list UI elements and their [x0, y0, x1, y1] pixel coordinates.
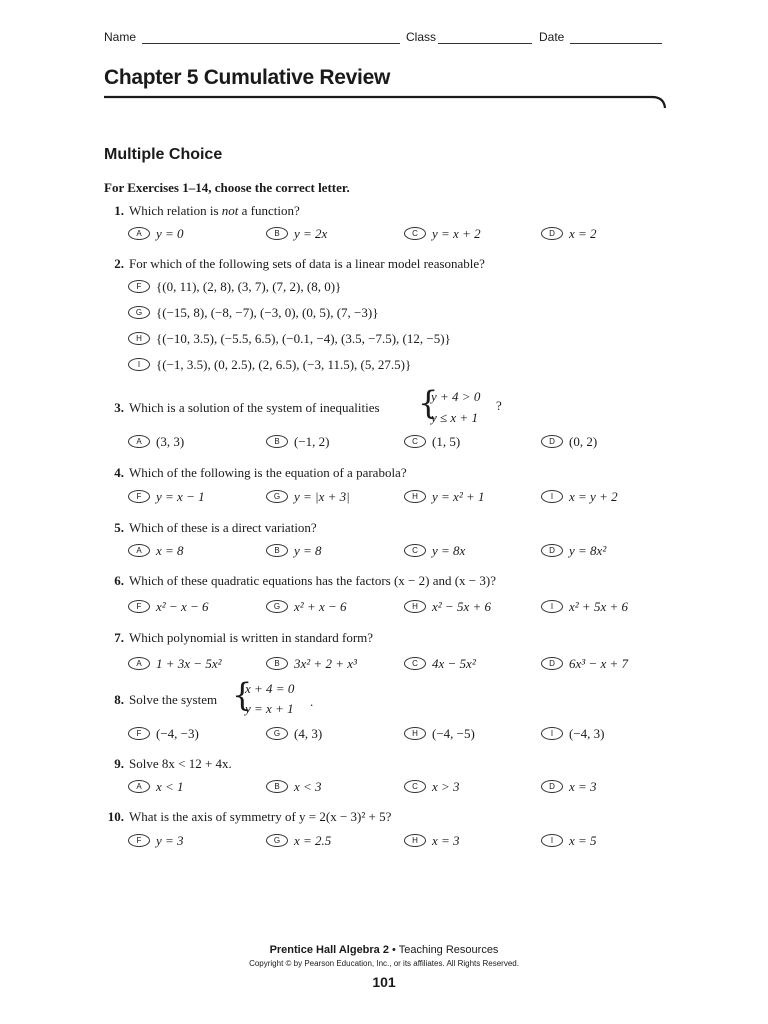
- answer-option[interactable]: C x > 3: [404, 778, 460, 794]
- question-number: 3.: [114, 400, 124, 415]
- student-info-header: [104, 30, 664, 46]
- answer-option[interactable]: H (−4, −5): [404, 725, 475, 741]
- question-stem: Which relation is not a function?: [129, 203, 300, 218]
- answer-bubble[interactable]: A: [128, 227, 150, 240]
- answer-option[interactable]: G x = 2.5: [266, 832, 331, 848]
- answer-bubble[interactable]: D: [541, 780, 563, 793]
- answer-option[interactable]: F y = x − 1: [128, 488, 205, 504]
- answer-option[interactable]: A (3, 3): [128, 433, 184, 449]
- footer-copyright: Copyright © by Pearson Education, Inc., or its affiliates. All Rights Reserved.: [249, 959, 519, 968]
- page-number: 101: [372, 974, 396, 990]
- answer-bubble[interactable]: G: [128, 306, 150, 319]
- answer-option[interactable]: D x = 2: [541, 225, 597, 241]
- question-number: 9.: [114, 756, 124, 771]
- answer-bubble[interactable]: C: [404, 544, 426, 557]
- answer-bubble[interactable]: C: [404, 780, 426, 793]
- answer-bubble[interactable]: A: [128, 780, 150, 793]
- answer-bubble[interactable]: F: [128, 600, 150, 613]
- answer-option[interactable]: D y = 8x²: [541, 542, 606, 558]
- title-rule: [104, 94, 666, 110]
- answer-bubble[interactable]: B: [266, 435, 288, 448]
- question-end-mark: .: [310, 694, 314, 709]
- answer-option[interactable]: I x = y + 2: [541, 488, 618, 504]
- system-line-2: y = x + 1: [245, 701, 294, 716]
- question-stem: Which of the following is the equation of a parabola?: [129, 465, 407, 480]
- answer-bubble[interactable]: A: [128, 435, 150, 448]
- answer-option[interactable]: I x = 5: [541, 832, 597, 848]
- answer-option[interactable]: C (1, 5): [404, 433, 460, 449]
- instructions: For Exercises 1–14, choose the correct letter.: [104, 180, 350, 195]
- answer-option[interactable]: C 4x − 5x²: [404, 655, 476, 671]
- system-brace: {: [232, 676, 253, 714]
- answer-bubble[interactable]: C: [404, 227, 426, 240]
- answer-option[interactable]: G x² + x − 6: [266, 598, 346, 614]
- answer-bubble[interactable]: B: [266, 657, 288, 670]
- system-brace: {: [418, 384, 439, 422]
- answer-option[interactable]: B y = 2x: [266, 225, 327, 241]
- answer-bubble[interactable]: I: [541, 600, 563, 613]
- answer-bubble[interactable]: G: [266, 490, 288, 503]
- system-line-1: x + 4 = 0: [245, 681, 295, 696]
- answer-option[interactable]: A y = 0: [128, 225, 184, 241]
- answer-bubble[interactable]: H: [128, 332, 150, 345]
- question-stem: For which of the following sets of data is a linear model reasonable?: [129, 256, 485, 271]
- answer-option[interactable]: B x < 3: [266, 778, 322, 794]
- answer-bubble[interactable]: A: [128, 544, 150, 557]
- question-number: 6.: [114, 573, 124, 588]
- question-stem: Which is a solution of the system of inequalities: [129, 400, 380, 415]
- answer-bubble[interactable]: B: [266, 780, 288, 793]
- question-stem: Solve 8x < 12 + 4x.: [129, 756, 232, 771]
- name-blank-line[interactable]: [142, 43, 400, 44]
- footer-bullet: •: [392, 944, 396, 956]
- class-blank-line[interactable]: [438, 43, 532, 44]
- answer-option[interactable]: G {(−15, 8), (−8, −7), (−3, 0), (0, 5), (7, −3)}: [128, 304, 378, 320]
- answer-bubble[interactable]: I: [541, 834, 563, 847]
- question-number: 7.: [114, 630, 124, 645]
- answer-bubble[interactable]: G: [266, 834, 288, 847]
- answer-option[interactable]: B y = 8: [266, 542, 322, 558]
- answer-option[interactable]: F y = 3: [128, 832, 184, 848]
- question-number: 5.: [114, 520, 124, 535]
- question-number: 1.: [114, 203, 124, 218]
- date-label: Date: [539, 30, 565, 44]
- footer-book-title: Prentice Hall Algebra 2: [269, 944, 389, 956]
- question-stem: Solve the system: [129, 692, 218, 707]
- answer-option[interactable]: G (4, 3): [266, 725, 322, 741]
- answer-option[interactable]: B (−1, 2): [266, 433, 330, 449]
- answer-option[interactable]: H x² − 5x + 6: [404, 598, 491, 614]
- footer-resource: Teaching Resources: [398, 944, 499, 956]
- answer-option[interactable]: H y = x² + 1: [404, 488, 484, 504]
- answer-option[interactable]: C y = x + 2: [404, 225, 481, 241]
- question-stem: Which of these is a direct variation?: [129, 520, 317, 535]
- answer-bubble[interactable]: I: [541, 490, 563, 503]
- system-line-2: y ≤ x + 1: [431, 410, 478, 425]
- answer-option[interactable]: B 3x² + 2 + x³: [266, 655, 357, 671]
- section-heading: Multiple Choice: [104, 146, 223, 163]
- answer-bubble[interactable]: B: [266, 227, 288, 240]
- answer-bubble[interactable]: F: [128, 834, 150, 847]
- question-stem: What is the axis of symmetry of y = 2(x − 3)² + 5?: [129, 809, 392, 824]
- date-blank-line[interactable]: [570, 43, 662, 44]
- answer-option[interactable]: H x = 3: [404, 832, 460, 848]
- answer-bubble[interactable]: I: [128, 358, 150, 371]
- question-stem: Which polynomial is written in standard form?: [129, 630, 374, 645]
- answer-option[interactable]: F {(0, 11), (2, 8), (3, 7), (7, 2), (8, 0)}: [128, 278, 341, 294]
- answer-bubble[interactable]: D: [541, 657, 563, 670]
- class-label: Class: [406, 30, 437, 44]
- answer-bubble[interactable]: H: [404, 727, 426, 740]
- answer-bubble[interactable]: D: [541, 544, 563, 557]
- answer-option[interactable]: C y = 8x: [404, 542, 465, 558]
- answer-bubble[interactable]: F: [128, 727, 150, 740]
- answer-bubble[interactable]: H: [404, 490, 426, 503]
- name-label: Name: [104, 30, 137, 44]
- answer-option[interactable]: F x² − x − 6: [128, 598, 208, 614]
- answer-bubble[interactable]: I: [541, 727, 563, 740]
- answer-bubble[interactable]: G: [266, 600, 288, 613]
- answer-bubble[interactable]: D: [541, 435, 563, 448]
- system-line-1: y + 4 > 0: [431, 389, 481, 404]
- answer-bubble[interactable]: F: [128, 280, 150, 293]
- answer-option[interactable]: I {(−1, 3.5), (0, 2.5), (2, 6.5), (−3, 11.5), (5, 27.5)}: [128, 356, 411, 372]
- question-number: 2.: [114, 256, 124, 271]
- answer-option[interactable]: A 1 + 3x − 5x²: [128, 655, 221, 671]
- footer-source: [0, 944, 768, 956]
- answer-option[interactable]: D x = 3: [541, 778, 597, 794]
- answer-option[interactable]: D (0, 2): [541, 433, 597, 449]
- answer-option[interactable]: A x < 1: [128, 778, 184, 794]
- question-number: 4.: [114, 465, 124, 480]
- page-title: Chapter 5 Cumulative Review: [104, 66, 390, 89]
- answer-bubble[interactable]: H: [404, 834, 426, 847]
- question-number: 10.: [107, 809, 124, 824]
- question-number: 8.: [114, 692, 124, 707]
- answer-option[interactable]: G y = |x + 3|: [266, 488, 350, 504]
- answer-bubble[interactable]: D: [541, 227, 563, 240]
- answer-option[interactable]: H {(−10, 3.5), (−5.5, 6.5), (−0.1, −4), (3.5, −7.5), (12, −5)}: [128, 330, 451, 346]
- answer-bubble[interactable]: G: [266, 727, 288, 740]
- answer-bubble[interactable]: A: [128, 657, 150, 670]
- answer-option[interactable]: I x² + 5x + 6: [541, 598, 628, 614]
- answer-bubble[interactable]: C: [404, 657, 426, 670]
- answer-option[interactable]: I (−4, 3): [541, 725, 605, 741]
- answer-bubble[interactable]: B: [266, 544, 288, 557]
- answer-bubble[interactable]: C: [404, 435, 426, 448]
- question-stem: Which of these quadratic equations has the factors (x − 2) and (x − 3)?: [129, 573, 496, 588]
- question-end-mark: ?: [496, 398, 502, 413]
- answer-bubble[interactable]: F: [128, 490, 150, 503]
- answer-option[interactable]: D 6x³ − x + 7: [541, 655, 628, 671]
- answer-option[interactable]: F (−4, −3): [128, 725, 199, 741]
- answer-bubble[interactable]: H: [404, 600, 426, 613]
- answer-option[interactable]: A x = 8: [128, 542, 184, 558]
